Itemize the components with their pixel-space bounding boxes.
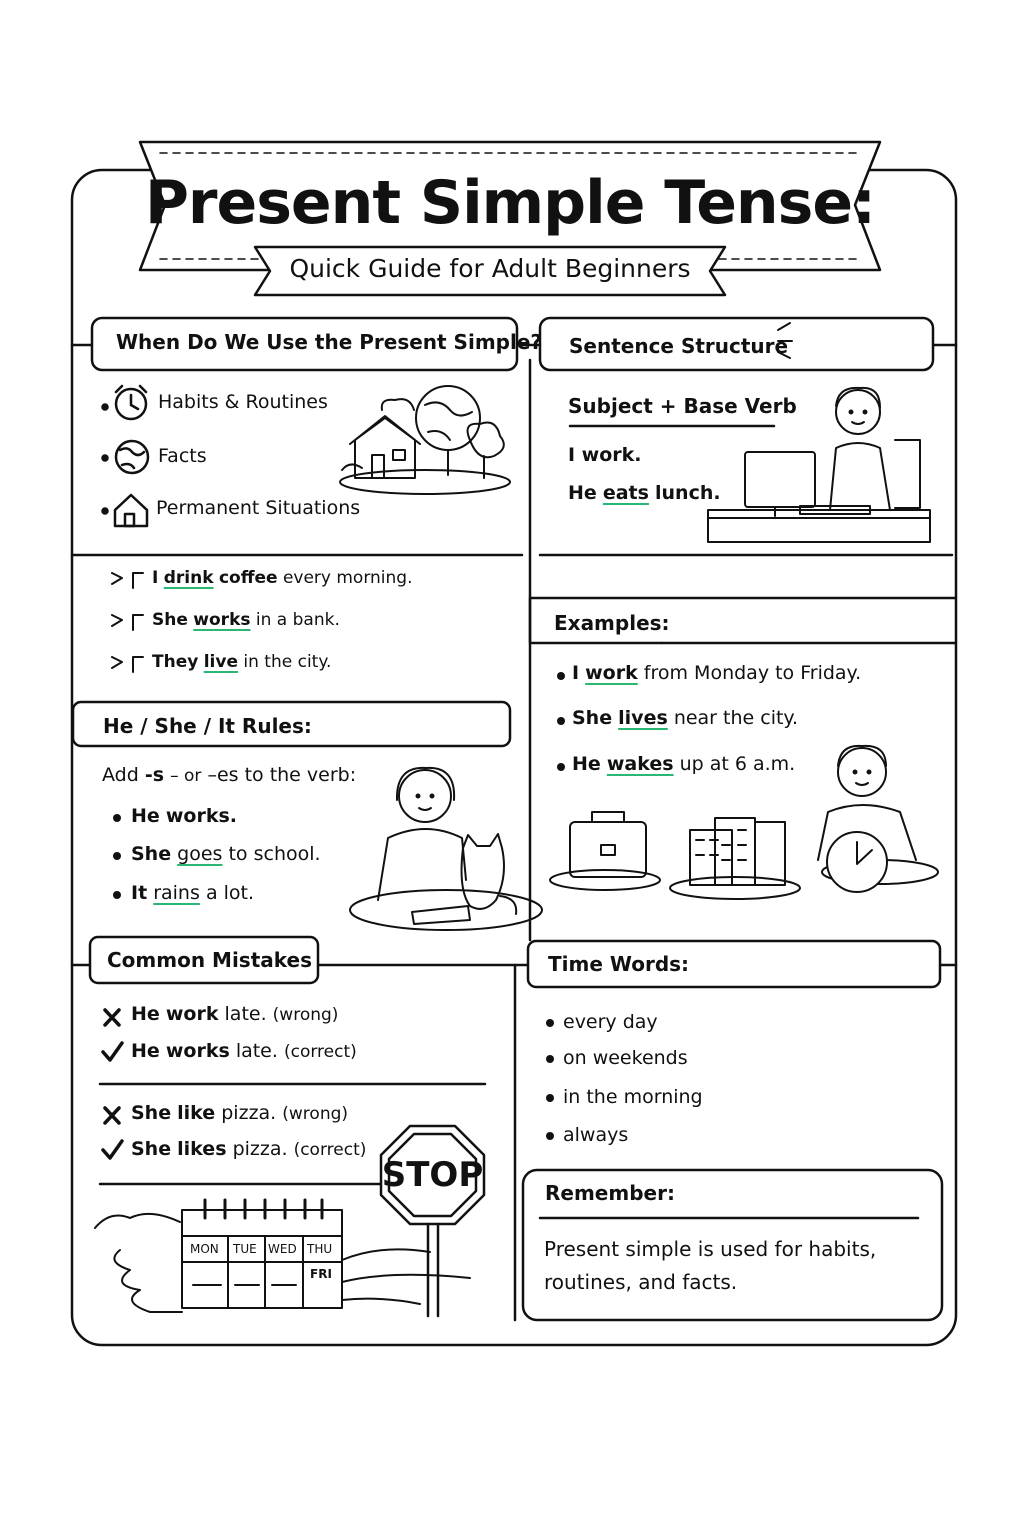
- globe-icon: [116, 441, 148, 473]
- example-subject: They: [152, 652, 199, 672]
- example-verb: work: [165, 1003, 219, 1025]
- example-subject: She: [131, 1102, 172, 1124]
- example-rest: in a bank.: [255, 610, 340, 630]
- example-verb: eats: [602, 482, 649, 504]
- example-subject: It: [131, 882, 148, 904]
- page-title: Present Simple Tense:: [144, 168, 876, 238]
- rules-intro-es: –es: [207, 764, 239, 786]
- examples-item-2: [572, 707, 798, 729]
- example-subject: He: [131, 1003, 160, 1025]
- example-subject: I: [152, 568, 159, 588]
- uses-example-3: [152, 652, 331, 672]
- calendar-day-wed: WED: [268, 1242, 297, 1256]
- remember-text-line-2: routines, and facts.: [544, 1270, 738, 1294]
- example-rest: near the city.: [673, 707, 799, 729]
- arrow-markers: [112, 573, 143, 672]
- example-rest: late.: [235, 1040, 278, 1062]
- timeword-2: on weekends: [563, 1047, 688, 1069]
- example-verb: wakes: [606, 753, 674, 775]
- house-icon: [115, 495, 147, 526]
- wrong-tag: (wrong): [282, 1104, 349, 1124]
- example-subject: She: [131, 843, 172, 865]
- calendar-day-fri: FRI: [310, 1267, 332, 1281]
- example-object: coffee: [218, 568, 278, 588]
- alarm-clock-icon: [116, 386, 146, 419]
- page-subtitle: Quick Guide for Adult Beginners: [289, 254, 691, 283]
- wrong-tag: (wrong): [272, 1005, 339, 1025]
- example-rest: pizza.: [221, 1102, 277, 1124]
- briefcase-illustration: [550, 812, 660, 890]
- mistake-2-wrong: [131, 1102, 348, 1124]
- examples-item-1: [572, 662, 861, 684]
- example-subject: She: [152, 610, 188, 630]
- examples-heading: Examples:: [554, 611, 670, 635]
- structure-example-1: I work.: [568, 444, 642, 466]
- uses-example-1: [152, 568, 413, 588]
- example-subject: She: [131, 1138, 172, 1160]
- rules-heading: He / She / It Rules:: [103, 714, 312, 738]
- example-subject: He: [572, 753, 601, 775]
- uses-heading: When Do We Use the Present Simple?: [116, 330, 542, 354]
- example-rest: lunch.: [655, 482, 721, 504]
- example-verb: like: [177, 1102, 216, 1124]
- example-verb: lives: [618, 707, 668, 729]
- example-verb: goes: [177, 843, 223, 865]
- office-buildings-illustration: [670, 818, 800, 899]
- calendar-day-tue: TUE: [233, 1242, 257, 1256]
- correct-tag: (correct): [293, 1140, 367, 1160]
- rules-item-2: [131, 843, 321, 865]
- mistake-1-wrong: [131, 1003, 338, 1025]
- example-verb: live: [203, 652, 238, 672]
- example-subject: He: [131, 1040, 160, 1062]
- rules-intro-prefix: Add: [102, 764, 139, 786]
- check-mark-icon: [103, 1043, 122, 1158]
- rules-intro-or: – or: [170, 766, 202, 786]
- example-subject: He: [568, 482, 597, 504]
- mistakes-heading: Common Mistakes: [107, 948, 312, 972]
- example-subject: He: [131, 805, 160, 827]
- calendar-day-mon: MON: [190, 1242, 219, 1256]
- example-rest: pizza.: [232, 1138, 288, 1160]
- mistake-2-correct: [131, 1138, 366, 1160]
- remember-text-line-1: Present simple is used for habits,: [544, 1237, 877, 1261]
- example-verb: rains: [153, 882, 200, 904]
- example-verb: works.: [165, 805, 237, 827]
- example-rest: up at 6 a.m.: [679, 753, 796, 775]
- use-item-permanent: Permanent Situations: [156, 497, 361, 519]
- example-verb: works: [165, 1040, 230, 1062]
- timeword-1: every day: [563, 1011, 658, 1033]
- example-verb: work: [585, 662, 638, 684]
- rules-intro-suffix: to the verb:: [244, 764, 357, 786]
- correct-tag: (correct): [283, 1042, 357, 1062]
- structure-heading: Sentence Structure: [569, 334, 789, 358]
- example-verb: drink: [163, 568, 214, 588]
- example-rest: from Monday to Friday.: [643, 662, 862, 684]
- house-globe-scene: [340, 386, 510, 494]
- man-with-clock-illustration: [818, 746, 938, 892]
- structure-example-2: [568, 482, 721, 504]
- calendar-day-thu: THU: [307, 1242, 333, 1256]
- structure-formula: Subject + Base Verb: [568, 394, 797, 418]
- example-rest: in the city.: [243, 652, 332, 672]
- example-verb: works: [193, 610, 251, 630]
- woman-with-cat-illustration: [350, 768, 542, 930]
- rules-intro-s: -s: [144, 764, 165, 786]
- rules-item-3: [131, 882, 254, 904]
- example-rest: to school.: [228, 843, 321, 865]
- use-item-facts: Facts: [158, 445, 207, 467]
- stop-sign-label: STOP: [381, 1155, 484, 1195]
- timeword-4: always: [563, 1124, 629, 1146]
- example-verb: likes: [177, 1138, 227, 1160]
- timeword-3: in the morning: [563, 1086, 703, 1108]
- timewords-heading: Time Words:: [548, 952, 690, 976]
- rules-intro: [102, 764, 356, 786]
- use-item-habits: Habits & Routines: [158, 391, 328, 413]
- example-rest: late.: [224, 1003, 267, 1025]
- rules-item-1: [131, 805, 237, 827]
- example-subject: She: [572, 707, 613, 729]
- example-rest: every morning.: [282, 568, 413, 588]
- examples-item-3: [572, 753, 795, 775]
- uses-example-2: [152, 610, 340, 630]
- mistake-1-correct: [131, 1040, 357, 1062]
- cross-mark-icon: [105, 1010, 119, 1123]
- example-subject: I: [572, 662, 580, 684]
- remember-heading: Remember:: [545, 1181, 675, 1205]
- example-rest: a lot.: [205, 882, 255, 904]
